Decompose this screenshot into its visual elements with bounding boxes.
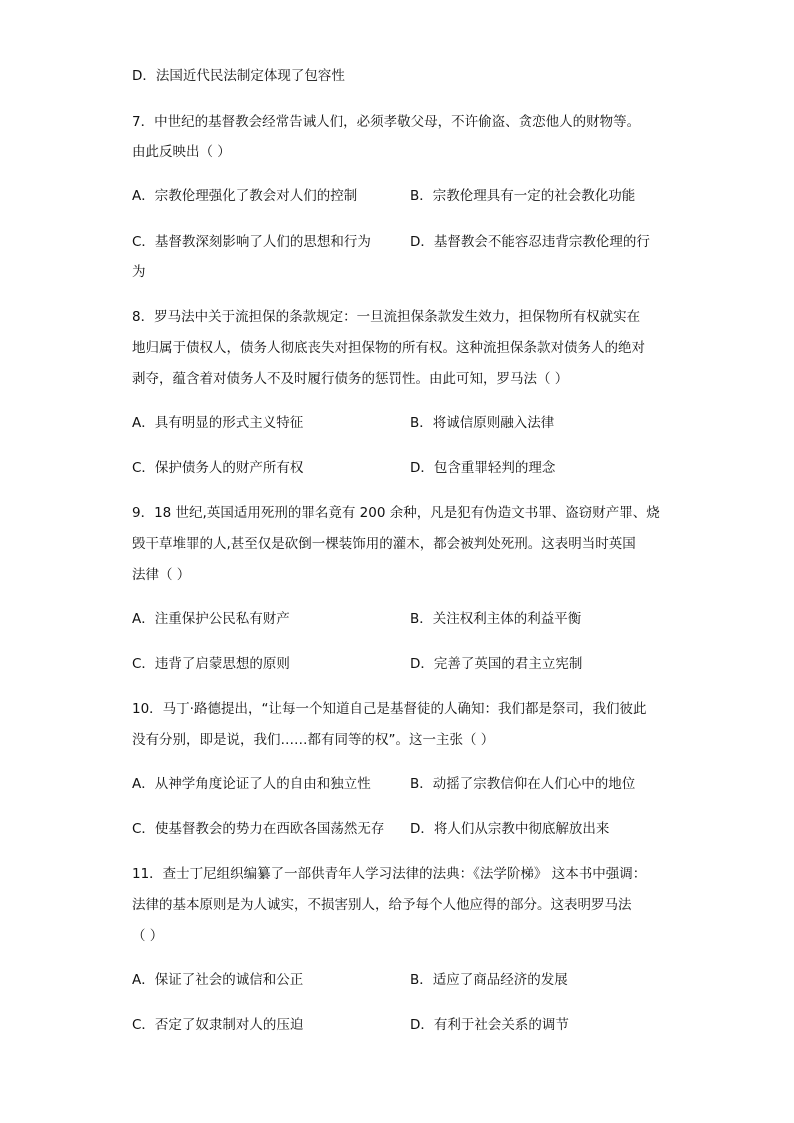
question-7-option-c: C．基督教深刻影响了人们的思想和行为 [132,234,371,250]
question-8-option-c: C．保护债务人的财产所有权 [132,460,304,476]
question-10-stem-line-2: 没有分别，即是说，我们……都有同等的权”。这一主张（ ） [132,732,495,748]
question-11-stem-line-3: （ ） [132,928,164,944]
question-8-stem-line-1: 8．罗马法中关于流担保的条款规定：一旦流担保条款发生效力，担保物所有权就实在 [132,309,641,325]
question-7-option-d: D．基督教会不能容忍违背宗教伦理的行 [410,234,650,250]
question-11-option-d: D．有利于社会关系的调节 [410,1017,569,1033]
question-8-stem-line-2: 地归属于债权人，债务人彻底丧失对担保物的所有权。这种流担保条款对债务人的绝对 [132,340,645,356]
question-9-stem-line-1: 9．18 世纪,英国适用死刑的罪名竟有 200 余种，凡是犯有伪造文书罪、盗窃财产罪、烧 [132,505,660,521]
question-7-option-b: B．宗教伦理具有一定的社会教化功能 [410,188,636,204]
question-8-option-a: A．具有明显的形式主义特征 [132,415,304,431]
question-8-option-d: D．包含重罪轻判的理念 [410,460,556,476]
question-9-option-c: C．违背了启蒙思想的原则 [132,656,290,672]
question-11-stem-line-1: 11．查士丁尼组织编纂了一部供青年人学习法律的法典：《法学阶梯》 这本书中强调： [132,866,647,882]
question-11-option-c: C．否定了奴隶制对人的压迫 [132,1017,304,1033]
question-10-option-c: C．使基督教会的势力在西欧各国荡然无存 [132,821,385,837]
question-11-stem-line-2: 法律的基本原则是为人诚实，不损害别人，给予每个人他应得的部分。这表明罗马法 [132,897,632,913]
question-10-option-d: D．将人们从宗教中彻底解放出来 [410,821,610,837]
question-9-stem-line-2: 毁干草堆罪的人,甚至仅是砍倒一棵装饰用的灌木，都会被判处死刑。这表明当时英国 [132,536,636,552]
question-10-option-b: B．动摇了宗教信仰在人们心中的地位 [410,776,636,792]
question-9-stem-line-3: 法律（ ） [132,567,191,583]
question-9-option-a: A．注重保护公民私有财产 [132,611,290,627]
previous-question-option-d: D．法国近代民法制定体现了包容性 [132,68,345,84]
question-8-option-b: B．将诚信原则融入法律 [410,415,555,431]
question-10-stem-line-1: 10．马丁·路德提出，“让每一个知道自己是基督徒的人确知：我们都是祭司，我们彼此 [132,701,647,717]
question-11-option-a: A．保证了社会的诚信和公正 [132,972,304,988]
question-9-option-d: D．完善了英国的君主立宪制 [410,656,583,672]
question-10-option-a: A．从神学角度论证了人的自由和独立性 [132,776,371,792]
question-9-option-b: B．关注权利主体的利益平衡 [410,611,582,627]
question-7-stem-line-1: 7．中世纪的基督教会经常告诫人们，必须孝敬父母，不许偷盗、贪恋他人的财物等。 [132,114,641,130]
question-7-option-a: A．宗教伦理强化了教会对人们的控制 [132,188,358,204]
question-7-stem-line-2: 由此反映出（ ） [132,144,231,160]
question-8-stem-line-3: 剥夺，蕴含着对债务人不及时履行债务的惩罚性。由此可知，罗马法（ ） [132,371,569,387]
question-11-option-b: B．适应了商品经济的发展 [410,972,568,988]
question-7-option-d-continuation: 为 [132,264,146,280]
